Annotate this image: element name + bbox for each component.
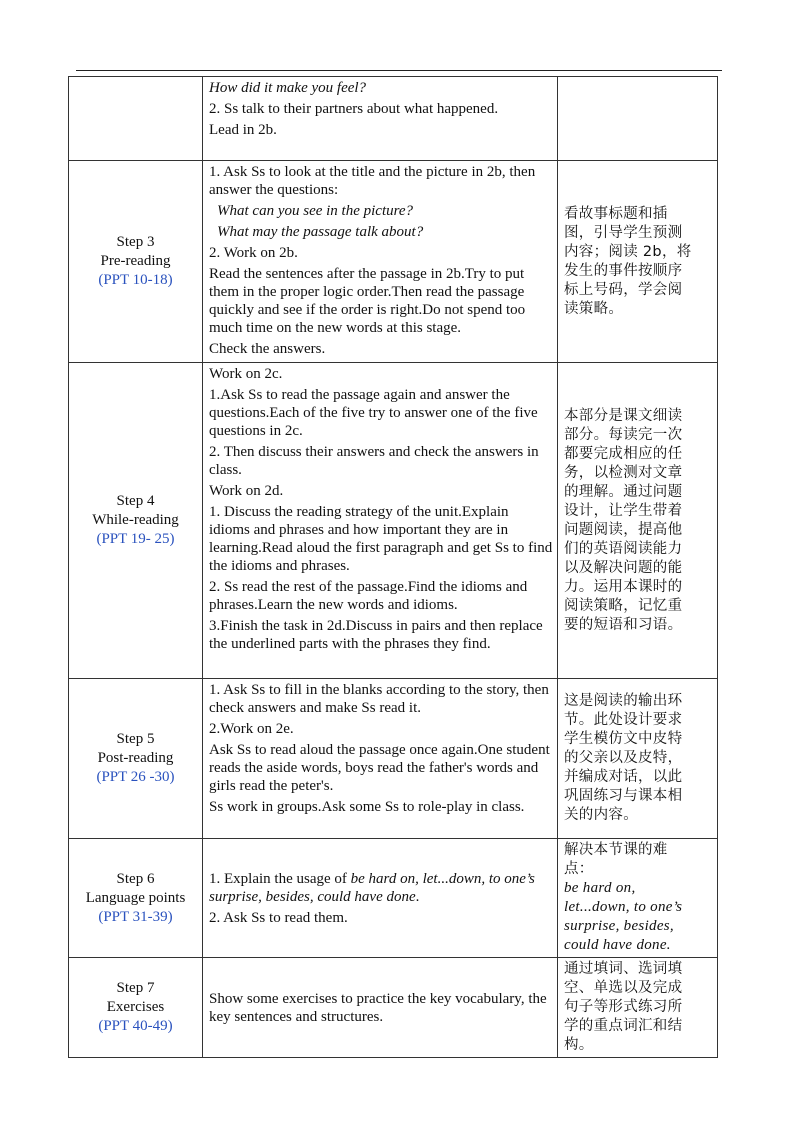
note-line: 节。此处设计要求 xyxy=(564,712,683,728)
note-line: 图，引导学生预测 xyxy=(564,224,683,241)
ppt-range: (PPT 31-39) xyxy=(98,908,173,925)
activity-line: Lead in 2b. xyxy=(209,122,277,138)
activity-line: 3.Finish the task in 2d.Discuss in pairs and then replace the underlined parts with the phrases they find. xyxy=(209,618,543,652)
note-cell xyxy=(558,161,718,363)
note-line: 句子等形式练习所 xyxy=(564,999,683,1015)
note-line: 设计，让学生带着 xyxy=(564,502,683,519)
activity-question: What may the passage talk about? xyxy=(217,224,424,240)
step-number: Step 4 xyxy=(116,493,155,509)
step-cell xyxy=(69,839,203,958)
note-line: 内容；阅读 2b，将 xyxy=(564,243,692,260)
note-line: 构。 xyxy=(564,1037,594,1053)
step-cell xyxy=(69,161,203,363)
step-cell xyxy=(69,679,203,839)
note-line: 读策略。 xyxy=(564,300,624,317)
activity-question: What can you see in the picture? xyxy=(217,203,414,219)
activity-line: How did it make you feel? xyxy=(209,80,367,96)
note-line: 部分。每读完一次 xyxy=(564,426,683,443)
activities-cell xyxy=(203,161,558,363)
activity-line: Ss work in groups.Ask some Ss to role-play in class. xyxy=(209,799,525,815)
note-cell xyxy=(558,679,718,839)
activity-line: 1. Ask Ss to fill in the blanks according to the story, then check answers and make Ss read it. xyxy=(209,682,549,716)
activity-line: 1.Ask Ss to read the passage again and answer the questions.Each of the five try to answer one of the five questions in 2c. xyxy=(209,387,538,439)
ppt-range: (PPT 40-49) xyxy=(98,1018,173,1034)
lesson-plan-table xyxy=(68,76,718,1058)
note-line: 问题阅读，提高他 xyxy=(564,521,683,538)
step-number: Step 5 xyxy=(116,731,155,747)
note-line: 的理解。通过问题 xyxy=(564,483,683,500)
note-cell xyxy=(558,77,718,161)
activity-italic-terms: be hard on, let...down, to one’s surprise, besides, could have done xyxy=(209,870,535,905)
step-name: Language points xyxy=(85,889,186,906)
note-line: 看故事标题和插 xyxy=(564,205,668,222)
note-line: 这是阅读的输出环 xyxy=(564,693,683,709)
step-cell xyxy=(69,958,203,1058)
note-line: 学的重点词汇和结 xyxy=(564,1018,683,1034)
step-name: Post-reading xyxy=(97,750,174,766)
ppt-range: (PPT 19- 25) xyxy=(96,531,175,547)
note-line: 力。运用本课时的 xyxy=(564,578,683,595)
step-name: While-reading xyxy=(92,512,179,528)
note-line: 的父亲以及皮特， xyxy=(564,750,683,766)
step-number: Step 7 xyxy=(116,980,155,996)
activity-line: 1. Discuss the reading strategy of the unit.Explain idioms and phrases and how important they are in learning.Read aloud the first paragraph and get Ss to find the idioms and phrases. xyxy=(209,504,553,574)
activity-line: Show some exercises to practice the key vocabulary, the key sentences and structures. xyxy=(209,990,547,1025)
activity-line: 2. Ss talk to their partners about what happened. xyxy=(209,101,499,117)
note-term-line: let...down, to one’s xyxy=(564,899,683,915)
table-row-continuation xyxy=(69,77,718,161)
table-row-step-4 xyxy=(69,363,718,679)
step-name: Exercises xyxy=(106,999,165,1015)
activities-cell xyxy=(203,958,558,1058)
note-line: 要的短语和习语。 xyxy=(564,616,683,633)
step-name: Pre-reading xyxy=(100,253,171,269)
activity-line: 1. Ask Ss to look at the title and the picture in 2b, then answer the questions: xyxy=(209,164,536,198)
note-line: 通过填词、选词填 xyxy=(564,961,683,977)
step-number: Step 6 xyxy=(116,870,155,887)
activity-line: Read the sentences after the passage in 2b.Try to put them in the proper logic order.Then read the passage quickly and see if the order is right.Do not spend too much time on the new words at this stage. xyxy=(209,266,526,336)
activities-cell xyxy=(203,363,558,679)
note-line: 标上号码，学会阅 xyxy=(564,281,683,298)
note-line: 关的内容。 xyxy=(564,807,638,823)
activity-line: Ask Ss to read aloud the passage once again.One student reads the aside words, boys read the father's words and girls read the peter's. xyxy=(209,742,550,794)
note-term-line: could have done. xyxy=(564,937,671,953)
activity-prefix: 1. Explain the usage of xyxy=(209,870,351,887)
note-line: 们的英语阅读能力 xyxy=(564,540,683,557)
note-cell xyxy=(558,839,718,958)
note-cell xyxy=(558,958,718,1058)
activity-line: 2. Then discuss their answers and check the answers in class. xyxy=(209,444,539,478)
activities-cell xyxy=(203,839,558,958)
note-line: 点： xyxy=(564,861,594,877)
note-line: 本部分是课文细读 xyxy=(564,407,683,424)
note-line: 解决本节课的难 xyxy=(564,842,668,858)
note-line: 巩固练习与课本相 xyxy=(564,788,683,804)
note-line: 学生模仿文中皮特 xyxy=(564,731,683,747)
activity-line: Work on 2d. xyxy=(209,483,284,499)
step-number: Step 3 xyxy=(116,234,155,250)
activity-line: Work on 2c. xyxy=(209,366,283,382)
step-cell xyxy=(69,77,203,161)
header-rule xyxy=(76,70,722,71)
ppt-range: (PPT 10-18) xyxy=(98,272,173,288)
activity-line: Check the answers. xyxy=(209,341,326,357)
note-line: 都要完成相应的任 xyxy=(564,445,683,462)
note-line: 阅读策略，记忆重 xyxy=(564,597,683,614)
table-row-step-7 xyxy=(69,958,718,1058)
note-line: 发生的事件按顺序 xyxy=(564,262,683,279)
note-line: 务，以检测对文章 xyxy=(564,464,683,481)
activities-cell xyxy=(203,679,558,839)
note-term-line: surprise, besides, xyxy=(564,918,674,934)
note-cell xyxy=(558,363,718,679)
note-line: 空、单选以及完成 xyxy=(564,980,683,996)
activity-line: 2. Work on 2b. xyxy=(209,245,298,261)
table-row-step-6 xyxy=(69,839,718,958)
activity-line xyxy=(209,870,553,906)
activity-suffix: . xyxy=(415,888,420,905)
table-row-step-3 xyxy=(69,161,718,363)
activity-line: 2.Work on 2e. xyxy=(209,721,294,737)
note-term-line: be hard on, xyxy=(564,880,636,896)
activity-line: 2. Ask Ss to read them. xyxy=(209,909,348,926)
note-line: 并编成对话，以此 xyxy=(564,769,683,785)
activity-line: 2. Ss read the rest of the passage.Find the idioms and phrases.Learn the new words and idioms. xyxy=(209,579,528,613)
activities-cell xyxy=(203,77,558,161)
ppt-range: (PPT 26 -30) xyxy=(96,769,175,785)
step-cell xyxy=(69,363,203,679)
note-line: 以及解决问题的能 xyxy=(564,559,683,576)
table-row-step-5 xyxy=(69,679,718,839)
